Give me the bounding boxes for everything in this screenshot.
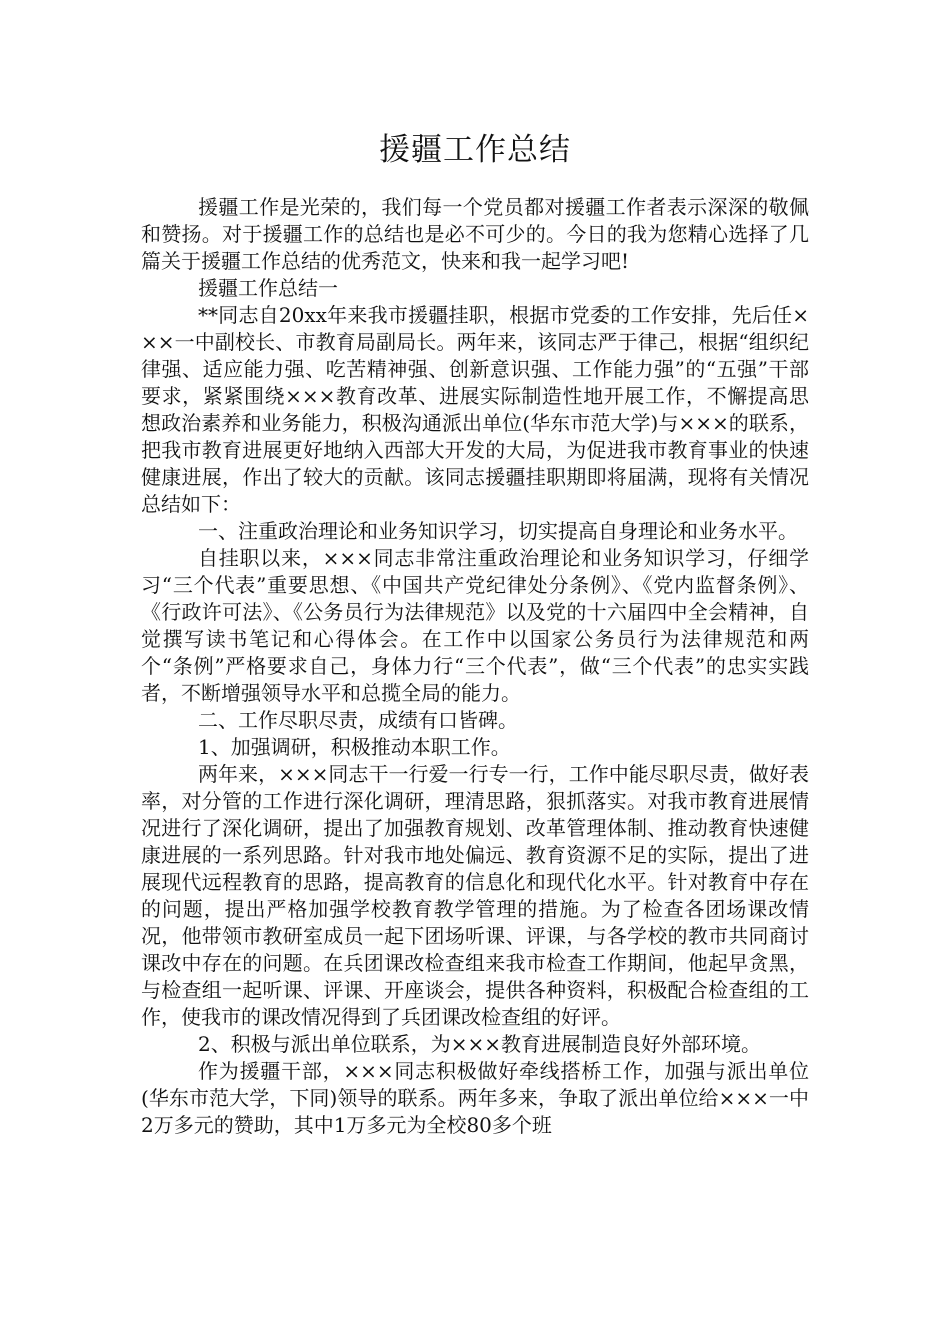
document-page (141, 128, 809, 1139)
heading-point-1: 一、注重政治理论和业务知识学习，切实提高自身理论和业务水平。 (198, 519, 798, 543)
paragraph-liaison: 作为援疆干部，×××同志积极做好牵线搭桥工作，加强与派出单位(华东市范大学，下同)领导的联系。两年多来，争取了派出单位给×××一中2万多元的赞助，其中1万多元为全校80多个班 (141, 1059, 809, 1137)
paragraph-study: 自挂职以来，×××同志非常注重政治理论和业务知识学习，仔细学习“三个代表”重要思想、《中国共产党纪律处分条例》、《党内监督条例》、《行政许可法》、《公务员行为法律规范》以及党的十六届四中全会精神，自觉撰写读书笔记和心得体会。在工作中以国家公务员行为法律规范和两个“条例”严格要求自己，身体力行“三个代表”，做“三个代表”的忠实实践者，不断增强领导水平和总揽全局的能力。 (141, 546, 809, 705)
paragraph-overview: **同志自20xx年来我市援疆挂职，根据市党委的工作安排，先后任×××一中副校长、市教育局副局长。两年来，该同志严于律己，根据“组织纪律强、适应能力强、吃苦精神强、创新意识强、工作能力强”的“五强”干部要求，紧紧围绕×××教育改革、进展实际制造性地开展工作，不懈提高思想政治素养和业务能力，积极沟通派出单位(华东市范大学)与×××的联系，把我市教育进展更好地纳入西部大开发的大局，为促进我市教育事业的快速健康进展，作出了较大的贡献。该同志援疆挂职期即将届满，现将有关情况总结如下： (141, 303, 809, 516)
paragraph-research: 两年来，×××同志干一行爱一行专一行，工作中能尽职尽责，做好表率，对分管的工作进行深化调研，理清思路，狠抓落实。对我市教育进展情况进行了深化调研，提出了加强教育规划、改革管理体制、推动教育快速健康进展的一系列思路。针对我市地处偏远、教育资源不足的实际，提出了进展现代远程教育的思路，提高教育的信息化和现代化水平。针对教育中存在的问题，提出严格加强学校教育教学管理的措施。为了检查各团场课改情况，他带领市教研室成员一起下团场听课、评课，与各学校的教市共同商讨课改中存在的问题。在兵团课改检查组来我市检查工作期间，他起早贪黑，与检查组一起听课、评课、开座谈会，提供各种资料，积极配合检查组的工作，使我市的课改情况得到了兵团课改检查组的好评。 (141, 762, 809, 1029)
subheading-2-2: 2、积极与派出单位联系，为×××教育进展制造良好外部环境。 (198, 1032, 761, 1056)
subheading-2-1: 1、加强调研，积极推动本职工作。 (198, 735, 511, 759)
section-heading-1: 援疆工作总结一 (198, 276, 338, 300)
paragraph-intro: 援疆工作是光荣的，我们每一个党员都对援疆工作者表示深深的敬佩和赞扬。对于援疆工作的总结也是必不可少的。今日的我为您精心选择了几篇关于援疆工作总结的优秀范文，快来和我一起学习吧! (141, 195, 809, 273)
heading-point-2: 二、工作尽职尽责，成绩有口皆碑。 (198, 708, 518, 732)
document-title: 援疆工作总结 (379, 132, 571, 168)
